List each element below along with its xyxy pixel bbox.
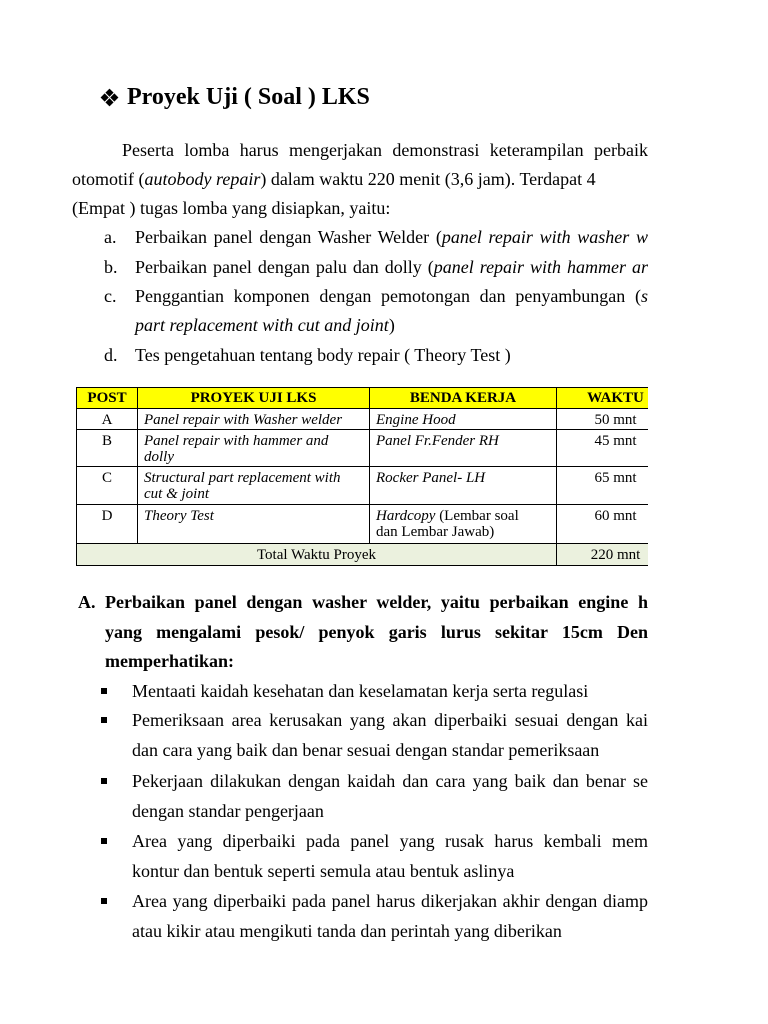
task-marker: a.	[104, 227, 117, 247]
page-title: Proyek Uji ( Soal ) LKS	[127, 84, 370, 110]
cell-text: (Lembar soal	[439, 508, 519, 524]
bullet-item-line: Pekerjaan dilakukan dengan kaidah dan cara yang baik dan benar se	[132, 771, 648, 791]
task-item-b	[135, 252, 648, 282]
cell-waktu: 45 mnt	[557, 430, 649, 467]
intro-line-2	[72, 164, 596, 194]
table-header-proyek: PROYEK UJI LKS	[138, 388, 370, 409]
cell-benda	[370, 505, 557, 544]
task-text: Perbaikan panel dengan palu dan dolly (	[135, 257, 434, 277]
square-bullet-icon	[101, 838, 107, 844]
cell-waktu: 50 mnt	[557, 409, 649, 430]
cell-line: Panel repair with hammer and	[144, 433, 329, 449]
bullet-item-line: Area yang diperbaiki pada panel yang rusak harus kembali mem	[132, 831, 648, 851]
bullet-item-line: atau kikir atau mengikuti tanda dan perintah yang diberikan	[132, 921, 562, 941]
task-text: Penggantian komponen dengan pemotongan dan penyambungan (	[135, 286, 641, 306]
section-marker: A.	[78, 592, 96, 612]
task-item-a	[135, 222, 648, 252]
table-header-row	[77, 388, 649, 409]
section-heading-line: memperhatikan:	[105, 651, 234, 671]
cell-line	[376, 508, 550, 524]
intro-text: ) dalam waktu 220 menit (3,6 jam). Terdapat 4	[260, 169, 596, 189]
cell-line: cut & joint	[144, 486, 209, 502]
cell-line: Theory Test	[144, 508, 214, 524]
cell-benda	[370, 467, 557, 505]
cell-waktu: 65 mnt	[557, 467, 649, 505]
cell-waktu: 60 mnt	[557, 505, 649, 544]
task-marker: c.	[104, 286, 117, 306]
table-header-waktu: WAKTU	[557, 388, 649, 409]
cell-text: Panel Fr.Fender RH	[376, 433, 499, 449]
cell-proyek	[138, 409, 370, 430]
table-row	[77, 409, 649, 430]
table-total-row	[77, 544, 649, 566]
cell-italic-text: Hardcopy	[376, 508, 436, 524]
task-italic-text: panel repair with hammer ar	[433, 257, 648, 277]
square-bullet-icon	[101, 898, 107, 904]
table-row	[77, 467, 649, 505]
table-row	[77, 505, 649, 544]
task-item-c	[135, 281, 648, 311]
cell-post: B	[77, 430, 138, 467]
table-header-post: POST	[77, 388, 138, 409]
intro-line-1: Peserta lomba harus mengerjakan demonstrasi keterampilan perbaik	[122, 140, 648, 160]
cell-line: dan Lembar Jawab)	[376, 524, 495, 540]
square-bullet-icon	[101, 688, 107, 694]
table-row	[77, 430, 649, 467]
cell-line: Structural part replacement with	[144, 470, 341, 486]
task-item-c-continuation	[135, 310, 395, 340]
section-heading-line: Perbaikan panel dengan washer welder, yaitu perbaikan engine h	[105, 592, 648, 612]
cell-proyek	[138, 505, 370, 544]
task-text: )	[388, 315, 395, 335]
task-marker: d.	[104, 345, 118, 365]
cell-post: D	[77, 505, 138, 544]
square-bullet-icon	[101, 778, 107, 784]
bullet-item-line: dan cara yang baik dan benar sesuai dengan standar pemeriksaan	[132, 740, 600, 760]
task-italic-text: part replacement with cut and joint	[135, 315, 389, 335]
total-label: Total Waktu Proyek	[77, 544, 557, 566]
bullet-item-line: Area yang diperbaiki pada panel harus dikerjakan akhir dengan diamp	[132, 891, 648, 911]
intro-text: otomotif (	[72, 169, 145, 189]
square-bullet-icon	[101, 717, 107, 723]
cell-proyek	[138, 430, 370, 467]
task-marker: b.	[104, 257, 118, 277]
task-item-d: Tes pengetahuan tentang body repair ( Theory Test )	[135, 345, 511, 365]
project-table	[76, 387, 648, 566]
cell-text: Engine Hood	[376, 412, 456, 428]
intro-italic-term: autobody repair	[144, 169, 261, 189]
cell-line: dolly	[144, 449, 174, 465]
section-heading-line: yang mengalami pesok/ penyok garis lurus sekitar 15cm Den	[105, 622, 648, 642]
cell-text: Rocker Panel- LH	[376, 470, 486, 486]
bullet-item-line: Pemeriksaan area kerusakan yang akan diperbaiki sesuai dengan kai	[132, 710, 648, 730]
cell-benda	[370, 409, 557, 430]
task-italic-text: s	[640, 286, 648, 306]
total-value: 220 mnt	[557, 544, 649, 566]
table-header-benda: BENDA KERJA	[370, 388, 557, 409]
cell-line: Panel repair with Washer welder	[144, 412, 343, 428]
cell-benda	[370, 430, 557, 467]
bullet-item-line: Mentaati kaidah kesehatan dan keselamatan kerja serta regulasi	[132, 681, 589, 701]
cell-proyek	[138, 467, 370, 505]
intro-line-3: (Empat ) tugas lomba yang disiapkan, yaitu:	[72, 198, 391, 218]
task-italic-text: panel repair with washer w	[441, 227, 648, 247]
bullet-item-line: dengan standar pengerjaan	[132, 801, 324, 821]
diamond-bullet-icon	[100, 88, 119, 107]
cell-post: A	[77, 409, 138, 430]
bullet-item-line: kontur dan bentuk seperti semula atau bentuk aslinya	[132, 861, 515, 881]
task-text: Perbaikan panel dengan Washer Welder (	[135, 227, 442, 247]
cell-post: C	[77, 467, 138, 505]
